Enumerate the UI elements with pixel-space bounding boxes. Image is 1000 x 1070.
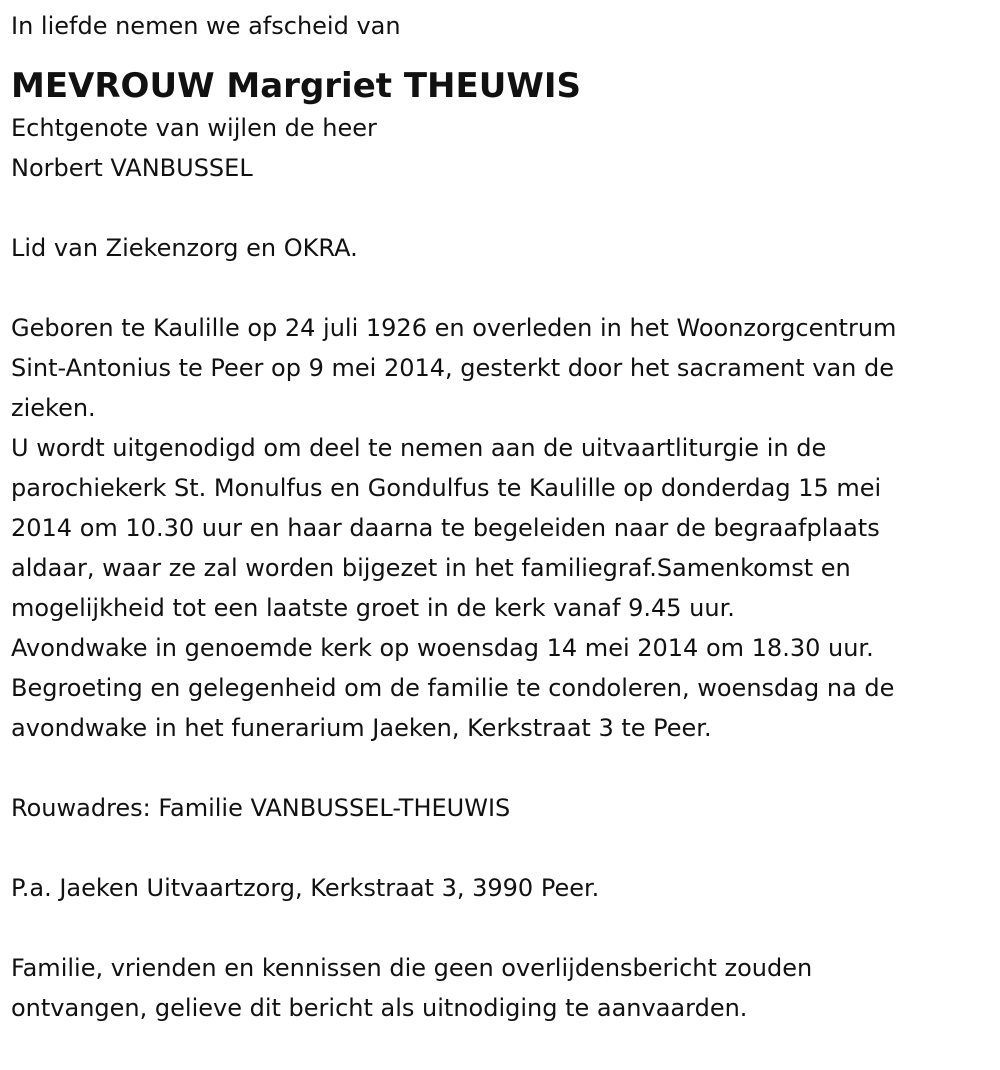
membership-text: Lid van Ziekenzorg en OKRA.: [11, 234, 358, 262]
details-line: Sint-Antonius te Peer op 9 mei 2014, gesterkt door het sacrament van de: [11, 354, 894, 382]
details-line: U wordt uitgenodigd om deel te nemen aan de uitvaartliturgie in de: [11, 434, 827, 462]
details-line: Geboren te Kaulille op 24 juli 1926 en overleden in het Woonzorgcentrum: [11, 314, 897, 342]
details-line: mogelijkheid tot een laatste groet in de kerk vanaf 9.45 uur.: [11, 594, 735, 622]
spacer: [11, 268, 990, 308]
intro-text: In liefde nemen we afscheid van: [11, 12, 401, 40]
details-line: aldaar, waar ze zal worden bijgezet in het familiegraf.Samenkomst en: [11, 554, 851, 582]
mourning-address: Rouwadres: Familie VANBUSSEL-THEUWIS: [11, 794, 511, 822]
spacer: [11, 188, 990, 228]
details-line: parochiekerk St. Monulfus en Gondulfus te Kaulille op donderdag 15 mei: [11, 474, 882, 502]
details-line: avondwake in het funerarium Jaeken, Kerkstraat 3 te Peer.: [11, 714, 712, 742]
spouse-line-2: Norbert VANBUSSEL: [11, 154, 253, 182]
closing-line: Familie, vrienden en kennissen die geen overlijdensbericht zouden: [11, 954, 813, 982]
details-line: 2014 om 10.30 uur en haar daarna te begeleiden naar de begraafplaats: [11, 514, 880, 542]
spacer: [11, 748, 990, 788]
details-line: Avondwake in genoemde kerk op woensdag 14 mei 2014 om 18.30 uur.: [11, 634, 874, 662]
spacer: [11, 46, 990, 64]
spacer: [11, 828, 990, 868]
closing-line: ontvangen, gelieve dit bericht als uitnodiging te aanvaarden.: [11, 994, 748, 1022]
spacer: [11, 908, 990, 948]
details-line: zieken.: [11, 394, 96, 422]
deceased-name: MEVROUW Margriet THEUWIS: [11, 66, 581, 106]
funeral-home: P.a. Jaeken Uitvaartzorg, Kerkstraat 3, 3990 Peer.: [11, 874, 600, 902]
details-line: Begroeting en gelegenheid om de familie te condoleren, woensdag na de: [11, 674, 895, 702]
spouse-line-1: Echtgenote van wijlen de heer: [11, 114, 377, 142]
